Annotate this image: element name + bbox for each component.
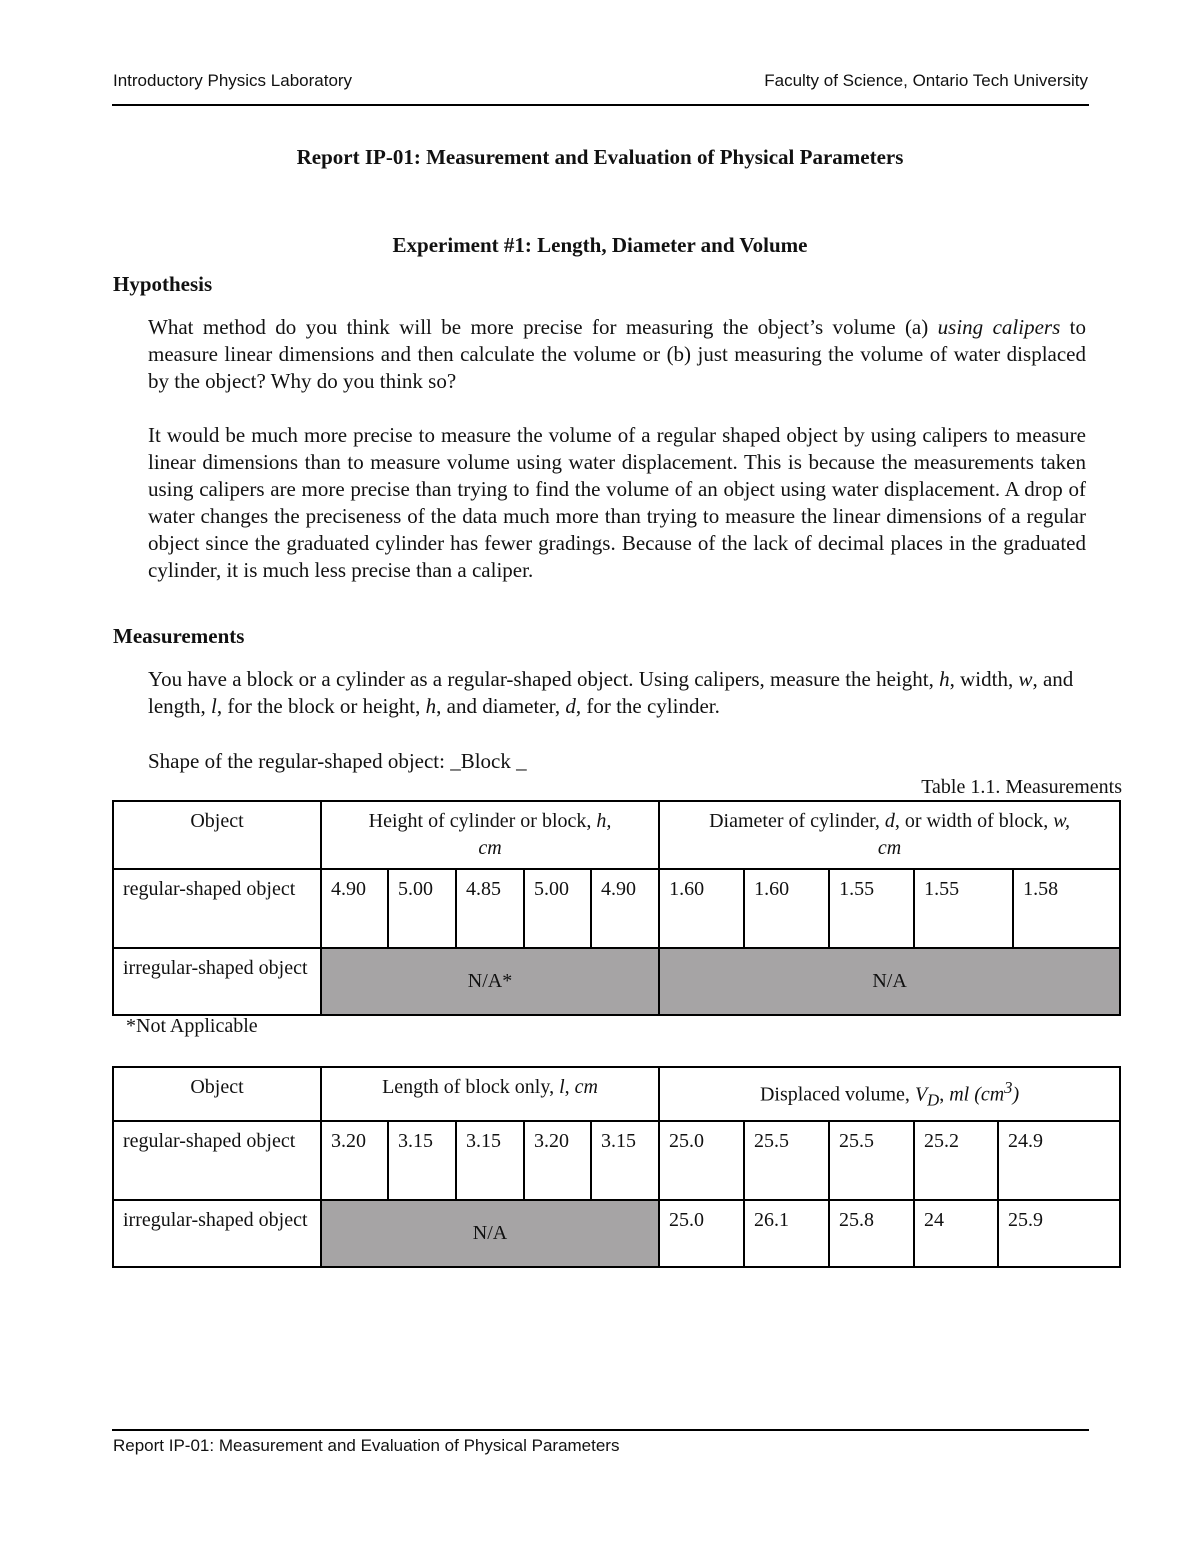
- measurements-intro: You have a block or a cylinder as a regular-shaped object. Using calipers, measure the height, h, width, w, and length, l, for the block or height, h, and diameter, d, for the cylinder.: [148, 667, 1074, 718]
- volume-value: 24: [914, 1200, 998, 1267]
- measurements-table-2: [112, 1066, 1121, 1268]
- diameter-value: 1.55: [829, 869, 914, 948]
- header-length: Length of block only, l, cm: [321, 1067, 659, 1121]
- header-faculty: Faculty of Science, Ontario Tech University: [764, 71, 1088, 90]
- hypothesis-question: What method do you think will be more precise for measuring the object’s volume (a) using calipers to measure linear dimensions and then calculate the volume or (b) just measuring the volume of water displaced by the object? Why do you think so?: [148, 315, 1086, 393]
- volume-value: 24.9: [998, 1121, 1120, 1200]
- table-row-regular: [113, 1121, 1120, 1200]
- volume-value: 26.1: [744, 1200, 829, 1267]
- diameter-value: 1.60: [659, 869, 744, 948]
- na-cell: N/A: [321, 1200, 659, 1267]
- row-label: regular-shaped object: [113, 1121, 321, 1200]
- footer-text: Report IP-01: Measurement and Evaluation of Physical Parameters: [113, 1436, 620, 1455]
- volume-value: 25.0: [659, 1200, 744, 1267]
- length-value: 3.15: [456, 1121, 524, 1200]
- length-value: 3.15: [591, 1121, 659, 1200]
- diameter-value: 1.55: [914, 869, 1013, 948]
- footer-rule: [112, 1429, 1089, 1431]
- table-row-irregular: [113, 1200, 1120, 1267]
- hypothesis-heading: Hypothesis: [113, 272, 213, 296]
- table-header-row: [113, 1067, 1120, 1121]
- length-value: 3.15: [388, 1121, 456, 1200]
- height-value: 4.90: [321, 869, 388, 948]
- measurements-table-1: [112, 800, 1121, 1016]
- row-label: regular-shaped object: [113, 869, 321, 948]
- na-cell: N/A: [659, 948, 1120, 1015]
- table-header-row: [113, 801, 1120, 869]
- hypothesis-answer: It would be much more precise to measure the volume of a regular shaped object by using calipers to measure linear dimensions than to measure volume using water displacement. This is because the measurements taken using calipers are more precise than trying to find the volume of an object using water displacement. A drop of water changes the preciseness of the data much more than trying to measure the linear dimensions of a regular object since the graduated cylinder has fewer gradings. Because of the lack of decimal places in the graduated cylinder, it is much less precise than a caliper.: [148, 423, 1086, 582]
- diameter-value: 1.58: [1013, 869, 1120, 948]
- volume-value: 25.0: [659, 1121, 744, 1200]
- volume-value: 25.5: [744, 1121, 829, 1200]
- volume-value: 25.9: [998, 1200, 1120, 1267]
- not-applicable-note: *Not Applicable: [126, 1015, 258, 1037]
- length-value: 3.20: [524, 1121, 591, 1200]
- table-caption: Table 1.1. Measurements: [921, 776, 1122, 798]
- header-diameter: Diameter of cylinder, d, or width of block, w, cm: [659, 801, 1120, 869]
- volume-value: 25.2: [914, 1121, 998, 1200]
- row-label: irregular-shaped object: [113, 1200, 321, 1267]
- header-rule: [112, 104, 1089, 106]
- table-row-regular: [113, 869, 1120, 948]
- header-displaced-volume: Displaced volume, $V_D$, ml $(cm^3)$: [659, 1067, 1120, 1121]
- height-value: 4.85: [456, 869, 524, 948]
- header-course-name: Introductory Physics Laboratory: [113, 71, 353, 90]
- height-value: 5.00: [524, 869, 591, 948]
- volume-value: 25.5: [829, 1121, 914, 1200]
- header-object: Object: [113, 1067, 321, 1121]
- na-cell: N/A*: [321, 948, 659, 1015]
- measurements-heading: Measurements: [113, 624, 245, 648]
- experiment-title: Experiment #1: Length, Diameter and Volume: [392, 233, 808, 257]
- header-height: Height of cylinder or block, h, cm: [321, 801, 659, 869]
- height-value: 4.90: [591, 869, 659, 948]
- shape-line: Shape of the regular-shaped object: _Block _: [148, 749, 527, 773]
- row-label: irregular-shaped object: [113, 948, 321, 1015]
- header-object: Object: [113, 801, 321, 869]
- volume-value: 25.8: [829, 1200, 914, 1267]
- table-row-irregular: [113, 948, 1120, 1015]
- height-value: 5.00: [388, 869, 456, 948]
- length-value: 3.20: [321, 1121, 388, 1200]
- diameter-value: 1.60: [744, 869, 829, 948]
- report-title: Report IP-01: Measurement and Evaluation of Physical Parameters: [296, 145, 904, 169]
